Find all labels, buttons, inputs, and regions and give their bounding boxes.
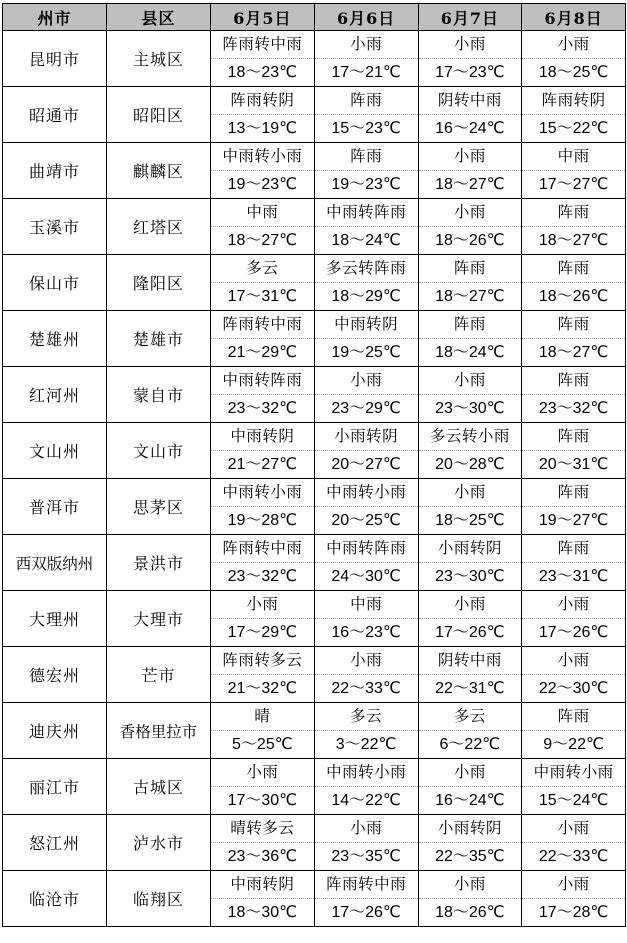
temperature-range: 19～23℃ <box>227 176 298 193</box>
temperature-range: 17～31℃ <box>227 288 298 305</box>
county-cell: 临翔区 <box>107 871 211 927</box>
weather-condition: 阵雨 <box>315 87 418 115</box>
forecast-cell <box>418 647 522 703</box>
weather-condition: 阵雨转多云 <box>211 647 314 675</box>
temperature-range: 22～33℃ <box>538 848 609 865</box>
forecast-cell <box>211 87 315 143</box>
county-cell: 蒙自市 <box>107 367 211 423</box>
table-row <box>3 87 626 143</box>
forecast-cell <box>418 815 522 871</box>
temperature-range: 9～22℃ <box>543 736 604 753</box>
prefecture-cell: 迪庆州 <box>3 703 107 759</box>
weather-forecast-table <box>2 3 626 927</box>
header-day-4: 6月8日 <box>522 4 626 31</box>
forecast-cell <box>522 423 626 479</box>
forecast-cell <box>522 31 626 87</box>
weather-condition: 阵雨 <box>522 479 625 507</box>
forecast-cell <box>314 815 418 871</box>
prefecture-cell: 临沧市 <box>3 871 107 927</box>
weather-condition: 阵雨 <box>522 423 625 451</box>
table-row <box>3 31 626 87</box>
temperature-range: 18～26℃ <box>435 904 505 921</box>
weather-condition: 阵雨转中雨 <box>211 535 314 563</box>
weather-condition: 小雨 <box>522 647 625 675</box>
forecast-cell <box>418 87 522 143</box>
header-day-2: 6月6日 <box>314 4 418 31</box>
county-cell: 楚雄市 <box>107 311 211 367</box>
forecast-cell <box>314 31 418 87</box>
weather-condition: 中雨 <box>522 143 625 171</box>
forecast-cell <box>522 143 626 199</box>
table-row <box>3 199 626 255</box>
temperature-range: 19～25℃ <box>331 344 401 361</box>
weather-condition: 中雨 <box>211 199 314 227</box>
temperature-range: 23～30℃ <box>435 568 505 585</box>
table-row <box>3 143 626 199</box>
table-header <box>3 4 626 31</box>
temperature-range: 18～29℃ <box>331 288 401 305</box>
county-cell: 芒市 <box>107 647 211 703</box>
temperature-range: 20～31℃ <box>538 456 609 473</box>
forecast-cell <box>522 535 626 591</box>
temperature-range: 18～27℃ <box>435 176 505 193</box>
forecast-cell <box>314 871 418 927</box>
temperature-range: 3～22℃ <box>335 736 397 753</box>
table-row <box>3 367 626 423</box>
forecast-cell <box>211 423 315 479</box>
temperature-range: 18～24℃ <box>331 232 401 249</box>
temperature-range: 16～24℃ <box>435 792 505 809</box>
table-row <box>3 255 626 311</box>
temperature-range: 21～32℃ <box>227 680 298 697</box>
weather-condition: 小雨 <box>419 479 522 507</box>
temperature-range: 22～35℃ <box>435 848 505 865</box>
weather-condition: 阵雨 <box>522 199 625 227</box>
weather-condition: 中雨转小雨 <box>315 479 418 507</box>
table-row <box>3 479 626 535</box>
forecast-cell <box>522 759 626 815</box>
forecast-cell <box>418 591 522 647</box>
temperature-range: 17～29℃ <box>227 624 298 641</box>
table-body <box>3 31 626 927</box>
forecast-cell <box>314 255 418 311</box>
forecast-cell <box>211 703 315 759</box>
forecast-cell <box>211 871 315 927</box>
weather-condition: 中雨转小雨 <box>522 759 625 787</box>
prefecture-cell: 文山州 <box>3 423 107 479</box>
temperature-range: 16～24℃ <box>435 120 505 137</box>
forecast-cell <box>211 143 315 199</box>
header-prefecture: 州市 <box>3 4 107 31</box>
temperature-range: 13～19℃ <box>227 120 298 137</box>
temperature-range: 18～27℃ <box>435 288 505 305</box>
temperature-range: 15～22℃ <box>538 120 609 137</box>
weather-condition: 阵雨转中雨 <box>211 31 314 59</box>
forecast-cell <box>418 199 522 255</box>
temperature-range: 21～29℃ <box>227 344 298 361</box>
forecast-cell <box>314 479 418 535</box>
temperature-range: 5～25℃ <box>232 736 293 753</box>
forecast-cell <box>418 479 522 535</box>
weather-condition: 阵雨转阴 <box>211 87 314 115</box>
county-cell: 麒麟区 <box>107 143 211 199</box>
temperature-range: 17～23℃ <box>435 64 505 81</box>
weather-condition: 小雨 <box>522 871 625 899</box>
temperature-range: 20～25℃ <box>331 512 401 529</box>
forecast-cell <box>211 367 315 423</box>
temperature-range: 18～25℃ <box>538 64 609 81</box>
county-cell: 昭阳区 <box>107 87 211 143</box>
temperature-range: 6～22℃ <box>439 736 501 753</box>
county-cell: 景洪市 <box>107 535 211 591</box>
county-cell: 思茅区 <box>107 479 211 535</box>
temperature-range: 18～23℃ <box>227 64 298 81</box>
table-row <box>3 311 626 367</box>
header-row <box>3 4 626 31</box>
weather-condition: 中雨转小雨 <box>211 479 314 507</box>
weather-condition: 中雨转阴 <box>211 871 314 899</box>
weather-condition: 中雨转阵雨 <box>211 367 314 395</box>
table-row <box>3 759 626 815</box>
prefecture-cell: 德宏州 <box>3 647 107 703</box>
weather-condition: 阴转中雨 <box>419 87 522 115</box>
forecast-cell <box>522 871 626 927</box>
weather-condition: 小雨 <box>419 143 522 171</box>
weather-condition: 小雨 <box>315 367 418 395</box>
temperature-range: 18～30℃ <box>227 904 298 921</box>
forecast-cell <box>314 143 418 199</box>
prefecture-cell: 大理州 <box>3 591 107 647</box>
weather-condition: 阵雨转中雨 <box>315 871 418 899</box>
forecast-cell <box>522 591 626 647</box>
temperature-range: 16～23℃ <box>331 624 401 641</box>
weather-condition: 小雨 <box>419 199 522 227</box>
weather-condition: 小雨 <box>315 31 418 59</box>
forecast-cell <box>211 31 315 87</box>
prefecture-cell: 玉溪市 <box>3 199 107 255</box>
forecast-cell <box>522 479 626 535</box>
weather-condition: 小雨 <box>419 367 522 395</box>
header-day-1: 6月5日 <box>211 4 315 31</box>
temperature-range: 20～27℃ <box>331 456 401 473</box>
forecast-cell <box>314 199 418 255</box>
forecast-cell <box>211 311 315 367</box>
forecast-cell <box>211 647 315 703</box>
forecast-cell <box>522 255 626 311</box>
forecast-cell <box>418 31 522 87</box>
temperature-range: 17～26℃ <box>331 904 401 921</box>
forecast-cell <box>211 479 315 535</box>
weather-condition: 中雨转阵雨 <box>315 535 418 563</box>
temperature-range: 24～30℃ <box>331 568 401 585</box>
forecast-cell <box>314 759 418 815</box>
temperature-range: 17～21℃ <box>331 64 401 81</box>
forecast-cell <box>418 535 522 591</box>
temperature-range: 19～27℃ <box>538 512 609 529</box>
temperature-range: 17～27℃ <box>538 176 609 193</box>
temperature-range: 23～29℃ <box>331 400 401 417</box>
county-cell: 红塔区 <box>107 199 211 255</box>
weather-condition: 小雨 <box>419 591 522 619</box>
forecast-cell <box>522 311 626 367</box>
temperature-range: 18～25℃ <box>435 512 505 529</box>
temperature-range: 17～26℃ <box>435 624 505 641</box>
weather-condition: 小雨 <box>419 759 522 787</box>
table-row <box>3 647 626 703</box>
prefecture-cell: 昆明市 <box>3 31 107 87</box>
forecast-cell <box>522 647 626 703</box>
prefecture-cell: 红河州 <box>3 367 107 423</box>
weather-condition: 小雨 <box>211 591 314 619</box>
forecast-cell <box>522 87 626 143</box>
table-row <box>3 535 626 591</box>
weather-condition: 小雨 <box>211 759 314 787</box>
forecast-cell <box>418 423 522 479</box>
forecast-cell <box>522 367 626 423</box>
county-cell: 泸水市 <box>107 815 211 871</box>
forecast-cell <box>314 311 418 367</box>
header-county: 县区 <box>107 4 211 31</box>
forecast-cell <box>418 367 522 423</box>
temperature-range: 23～35℃ <box>331 848 401 865</box>
header-day-3: 6月7日 <box>418 4 522 31</box>
temperature-range: 23～32℃ <box>538 400 609 417</box>
temperature-range: 23～31℃ <box>538 568 609 585</box>
forecast-cell <box>211 199 315 255</box>
temperature-range: 23～32℃ <box>227 568 298 585</box>
weather-condition: 晴 <box>211 703 314 731</box>
weather-condition: 晴转多云 <box>211 815 314 843</box>
forecast-cell <box>211 591 315 647</box>
forecast-cell <box>314 423 418 479</box>
weather-condition: 小雨转阴 <box>419 535 522 563</box>
weather-condition: 阵雨 <box>522 535 625 563</box>
county-cell: 文山市 <box>107 423 211 479</box>
forecast-cell <box>314 591 418 647</box>
forecast-cell <box>522 199 626 255</box>
forecast-cell <box>418 759 522 815</box>
temperature-range: 15～24℃ <box>538 792 609 809</box>
weather-condition: 中雨转阴 <box>315 311 418 339</box>
weather-condition: 多云转小雨 <box>419 423 522 451</box>
prefecture-cell: 楚雄州 <box>3 311 107 367</box>
forecast-cell <box>418 311 522 367</box>
temperature-range: 18～26℃ <box>538 288 609 305</box>
temperature-range: 18～26℃ <box>435 232 505 249</box>
temperature-range: 18～24℃ <box>435 344 505 361</box>
temperature-range: 19～23℃ <box>331 176 401 193</box>
forecast-cell <box>211 815 315 871</box>
prefecture-cell: 普洱市 <box>3 479 107 535</box>
weather-condition: 小雨转阴 <box>419 815 522 843</box>
weather-condition: 阵雨转中雨 <box>211 311 314 339</box>
weather-condition: 小雨 <box>419 31 522 59</box>
weather-condition: 小雨 <box>315 647 418 675</box>
forecast-cell <box>314 535 418 591</box>
weather-condition: 多云转阵雨 <box>315 255 418 283</box>
temperature-range: 22～33℃ <box>331 680 401 697</box>
forecast-cell <box>211 759 315 815</box>
forecast-cell <box>418 143 522 199</box>
weather-condition: 阵雨 <box>522 255 625 283</box>
weather-condition: 阴转中雨 <box>419 647 522 675</box>
weather-condition: 小雨 <box>522 31 625 59</box>
temperature-range: 15～23℃ <box>331 120 401 137</box>
temperature-range: 23～32℃ <box>227 400 298 417</box>
county-cell: 主城区 <box>107 31 211 87</box>
table-row <box>3 591 626 647</box>
county-cell: 古城区 <box>107 759 211 815</box>
forecast-cell <box>522 703 626 759</box>
table-row <box>3 703 626 759</box>
temperature-range: 14～22℃ <box>331 792 401 809</box>
temperature-range: 19～28℃ <box>227 512 298 529</box>
prefecture-cell: 昭通市 <box>3 87 107 143</box>
weather-condition: 阵雨 <box>315 143 418 171</box>
prefecture-cell: 丽江市 <box>3 759 107 815</box>
prefecture-cell: 保山市 <box>3 255 107 311</box>
weather-condition: 小雨 <box>522 591 625 619</box>
prefecture-cell: 西双版纳州 <box>3 535 107 591</box>
temperature-range: 17～30℃ <box>227 792 298 809</box>
forecast-cell <box>418 703 522 759</box>
weather-condition: 多云 <box>211 255 314 283</box>
temperature-range: 22～30℃ <box>538 680 609 697</box>
forecast-cell <box>211 255 315 311</box>
forecast-table-container <box>2 3 626 927</box>
county-cell: 大理市 <box>107 591 211 647</box>
weather-condition: 小雨 <box>315 815 418 843</box>
county-cell: 隆阳区 <box>107 255 211 311</box>
forecast-cell <box>522 815 626 871</box>
weather-condition: 中雨转小雨 <box>211 143 314 171</box>
weather-condition: 阵雨 <box>522 311 625 339</box>
forecast-cell <box>314 703 418 759</box>
weather-condition: 中雨 <box>315 591 418 619</box>
weather-condition: 中雨转阴 <box>211 423 314 451</box>
temperature-range: 23～30℃ <box>435 400 505 417</box>
table-row <box>3 423 626 479</box>
temperature-range: 22～31℃ <box>435 680 505 697</box>
temperature-range: 18～27℃ <box>538 344 609 361</box>
forecast-cell <box>314 367 418 423</box>
prefecture-cell: 怒江州 <box>3 815 107 871</box>
weather-condition: 多云 <box>315 703 418 731</box>
weather-condition: 阵雨 <box>419 311 522 339</box>
weather-condition: 阵雨 <box>419 255 522 283</box>
forecast-cell <box>418 255 522 311</box>
weather-condition: 中雨转阵雨 <box>315 199 418 227</box>
temperature-range: 18～27℃ <box>538 232 609 249</box>
temperature-range: 18～27℃ <box>227 232 298 249</box>
weather-condition: 多云 <box>419 703 522 731</box>
temperature-range: 17～26℃ <box>538 624 609 641</box>
temperature-range: 21～27℃ <box>227 456 298 473</box>
weather-condition: 中雨转小雨 <box>315 759 418 787</box>
forecast-cell <box>314 87 418 143</box>
prefecture-cell: 曲靖市 <box>3 143 107 199</box>
forecast-cell <box>211 535 315 591</box>
weather-condition: 阵雨 <box>522 367 625 395</box>
weather-condition: 小雨 <box>419 871 522 899</box>
county-cell: 香格里拉市 <box>107 703 211 759</box>
weather-condition: 阵雨转阴 <box>522 87 625 115</box>
weather-condition: 阵雨 <box>522 703 625 731</box>
table-row <box>3 871 626 927</box>
temperature-range: 23～36℃ <box>227 848 298 865</box>
temperature-range: 17～28℃ <box>538 904 609 921</box>
weather-condition: 小雨 <box>522 815 625 843</box>
table-row <box>3 815 626 871</box>
temperature-range: 20～28℃ <box>435 456 505 473</box>
forecast-cell <box>314 647 418 703</box>
forecast-cell <box>418 871 522 927</box>
weather-condition: 小雨转阴 <box>315 423 418 451</box>
